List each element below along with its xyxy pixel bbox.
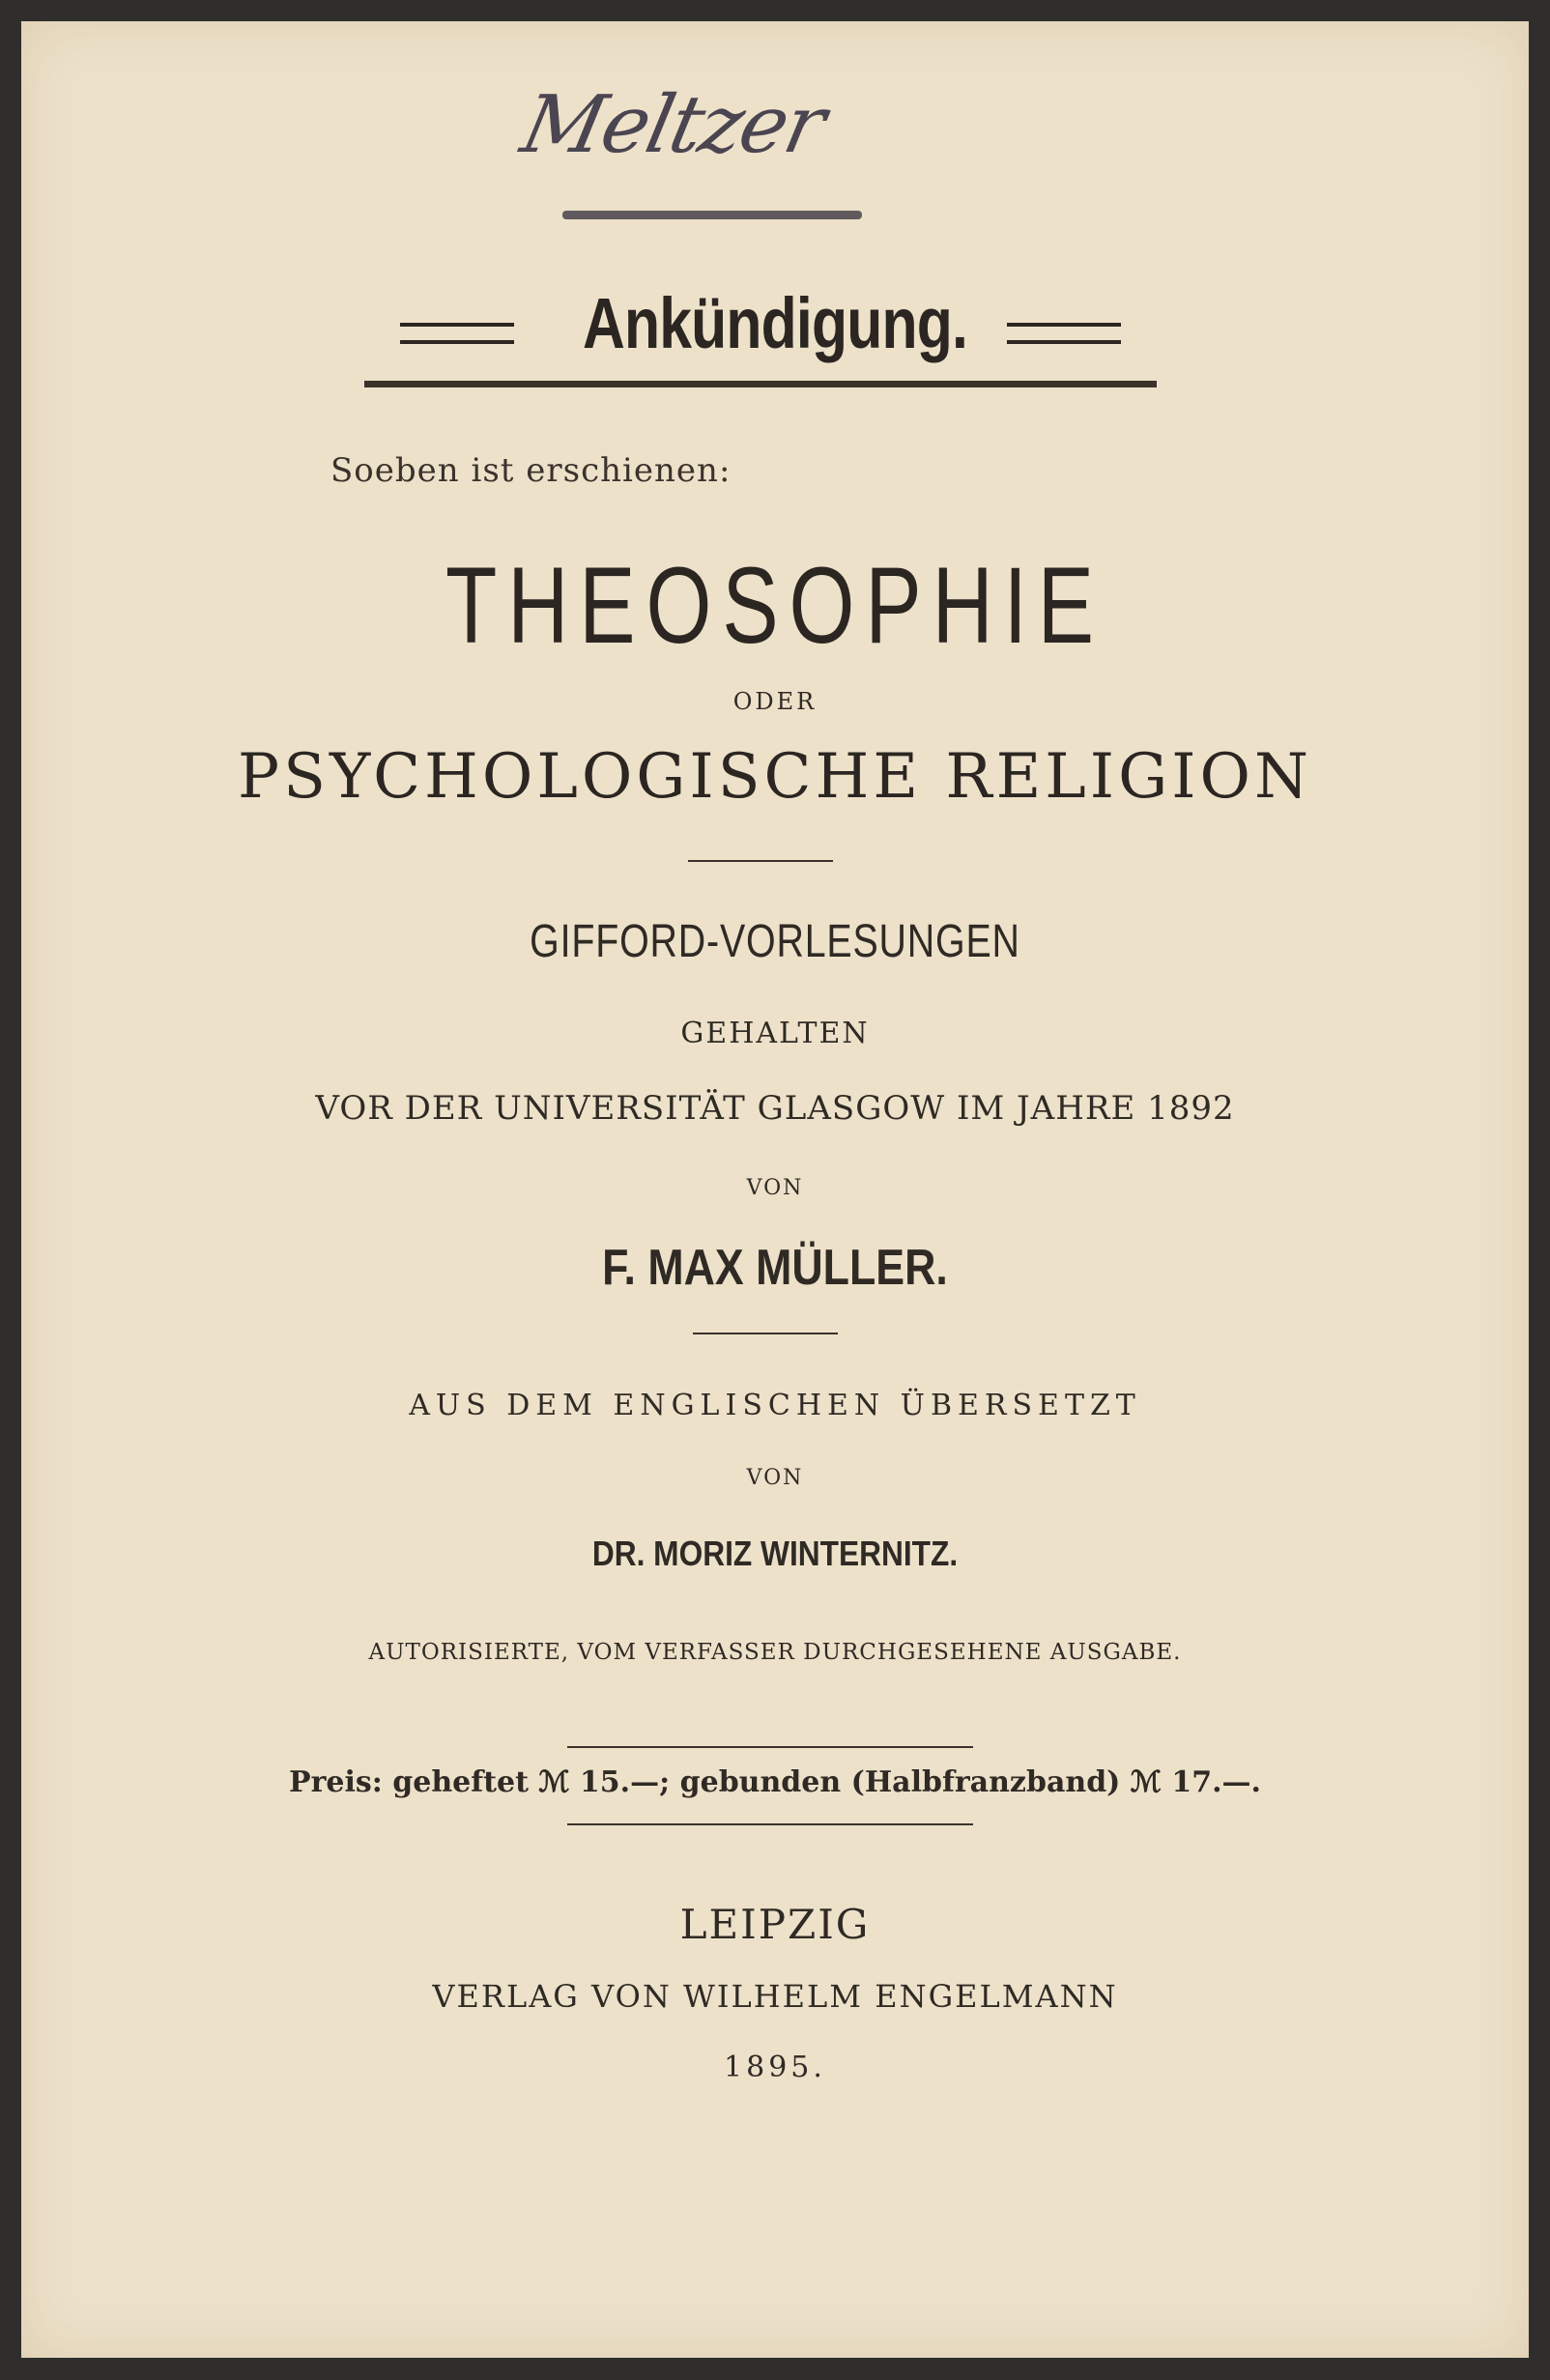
publisher-name: VERLAG VON WILHELM ENGELMANN [432,1978,1118,2015]
edition-note: AUTORISIERTE, VOM VERFASSER DURCHGESEHENE AUSGABE. [368,1640,1182,1665]
price-line: Preis: geheftet ℳ 15.—; gebunden (Halbfranzband) ℳ 17.—. [289,1765,1261,1799]
title-conjunction: ODER [732,688,818,715]
publication-year: 1895. [724,2050,826,2084]
handwritten-underline [562,211,862,219]
by-label: VON [746,1176,804,1200]
author-name: F. MAX MÜLLER. [602,1240,948,1296]
price-bottom-rule [567,1823,973,1825]
price-top-rule [567,1746,973,1748]
lecture-series: GIFFORD-VORLESUNGEN [530,916,1020,967]
translator-name: DR. MORIZ WINTERNITZ. [591,1534,959,1573]
book-title: THEOSOPHIE [445,545,1105,666]
divider-rule [693,1333,838,1334]
heading-underline [364,381,1157,387]
heading-right-double-rule [1007,323,1121,344]
publisher-city: LEIPZIG [679,1901,871,1948]
held-label: GEHALTEN [680,1017,870,1050]
document-page [21,21,1529,2358]
divider-rule [688,860,833,862]
venue-line: VOR DER UNIVERSITÄT GLASGOW IM JAHRE 1892 [315,1089,1235,1128]
book-subtitle: PSYCHOLOGISCHE RELIGION [238,741,1312,813]
announcement-heading: Ankündigung. [583,283,967,363]
translation-note: AUS DEM ENGLISCHEN ÜBERSETZT [409,1389,1141,1422]
by-label: VON [746,1466,804,1490]
handwritten-annotation: Meltzer [513,79,832,171]
intro-text: Soeben ist erschienen: [330,451,732,490]
